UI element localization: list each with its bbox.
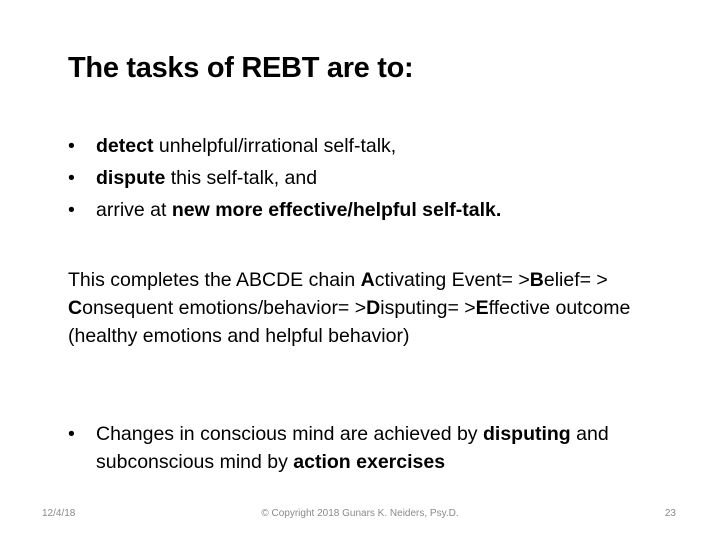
bold-term: dispute: [96, 167, 166, 189]
abcde-chain-paragraph: [68, 266, 688, 350]
bold-term: disputing: [482, 423, 571, 445]
slide-title: The tasks of REBT are to:: [68, 52, 414, 84]
list-item: [68, 420, 688, 476]
chain-text-b: elief= >: [543, 269, 608, 291]
bold-term: new more effective/helpful self-talk.: [171, 199, 502, 221]
chain-intro: This completes the ABCDE chain: [68, 269, 361, 291]
list-item: [68, 194, 688, 226]
chain-text-e: ffective outcome (healthy emotions and helpful behavior): [68, 297, 631, 347]
item-text: Changes in conscious mind are achieved by: [96, 423, 483, 445]
item-text: and subconscious mind by: [96, 423, 609, 473]
item-text: unhelpful/irrational self-talk,: [153, 135, 397, 157]
bold-term: action exercises: [293, 451, 446, 473]
footer-page-number: 23: [664, 508, 676, 519]
list-item: [68, 162, 688, 194]
chain-letter-d: D: [366, 297, 381, 319]
chain-text-a: ctivating Event= >: [374, 269, 530, 291]
list-item: [68, 130, 688, 162]
chain-letter-a: A: [360, 269, 375, 291]
chain-letter-c: C: [68, 297, 83, 319]
chain-letter-b: B: [529, 269, 544, 291]
footer-date: 12/4/18: [42, 508, 76, 519]
item-text: arrive at: [96, 199, 172, 221]
task-list: [68, 130, 688, 226]
chain-text-c: onsequent emotions/behavior= >: [82, 297, 367, 319]
chain-text-d: isputing= >: [380, 297, 476, 319]
item-text: this self-talk, and: [165, 167, 318, 189]
footer-copyright: © Copyright 2018 Gunars K. Neiders, Psy.D.: [261, 508, 459, 519]
changes-list: [68, 420, 688, 476]
chain-letter-e: E: [475, 297, 489, 319]
bold-term: detect: [96, 135, 154, 157]
